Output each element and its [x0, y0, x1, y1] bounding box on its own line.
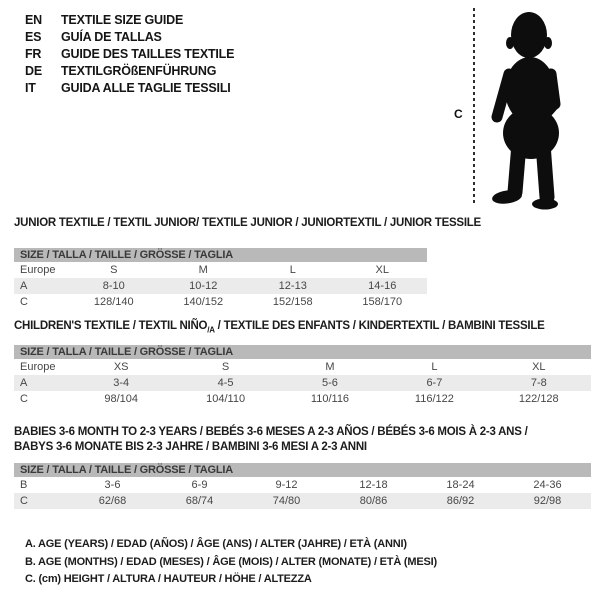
table-cell: 7-8 [530, 377, 547, 389]
row-label: C [20, 296, 28, 308]
table-cell: XS [113, 361, 129, 373]
row-label: B [20, 479, 28, 491]
lang-code: DE [25, 64, 42, 78]
table-row [14, 391, 591, 407]
children-table-body [14, 359, 591, 407]
table-row [14, 493, 591, 509]
table-cell: 62/68 [98, 495, 127, 507]
lang-code: IT [25, 81, 36, 95]
size-header-bar: SIZE / TALLA / TAILLE / GRÖSSE / TAGLIA [14, 248, 427, 262]
table-cell: 6-9 [191, 479, 208, 491]
toddler-silhouette-image [484, 4, 600, 214]
lang-row-es [25, 29, 234, 46]
table-cell: 128/140 [93, 296, 134, 308]
table-cell: 12-13 [278, 280, 307, 292]
babies-title-line2: BABYS 3-6 MONATE BIS 2-3 JAHRE / BAMBINI 3-6 MESI A 2-3 ANNI [14, 441, 367, 453]
row-label: C [20, 495, 28, 507]
table-row [14, 294, 427, 310]
table-cell: 122/128 [518, 393, 559, 405]
table-cell: 74/80 [272, 495, 301, 507]
children-title-post: / TEXTILE DES ENFANTS / KINDERTEXTIL / BAMBINI TESSILE [214, 320, 545, 332]
junior-table-title [14, 216, 481, 231]
table-cell: L [289, 264, 296, 276]
table-cell: 116/122 [414, 393, 454, 405]
babies-size-table [14, 463, 591, 509]
table-cell: 3-6 [104, 479, 121, 491]
lang-row-fr [25, 46, 234, 63]
table-cell: 3-4 [113, 377, 130, 389]
table-cell: 80/86 [359, 495, 388, 507]
table-cell: S [110, 264, 118, 276]
table-row [14, 278, 427, 294]
table-cell: 14-16 [368, 280, 397, 292]
note-a: A. AGE (YEARS) / EDAD (AÑOS) / ÂGE (ANS) / ALTER (JAHRE) / ETÀ (ANNI) [25, 538, 407, 550]
lang-code: ES [25, 30, 42, 44]
table-cell: S [221, 361, 230, 373]
row-label: A [20, 377, 28, 389]
table-cell: 18-24 [446, 479, 475, 491]
children-table-title [14, 319, 545, 337]
row-label: A [20, 280, 28, 292]
row-label: Europe [20, 264, 56, 276]
table-cell: 24-36 [533, 479, 562, 491]
babies-table-title [14, 425, 528, 455]
language-header [25, 12, 234, 97]
children-title-subscript: /A [207, 325, 215, 335]
children-size-table [14, 345, 591, 407]
table-cell: 4-5 [217, 377, 234, 389]
table-cell: M [325, 361, 335, 373]
row-label: Europe [20, 361, 56, 373]
junior-size-table [14, 248, 427, 310]
table-row [14, 262, 427, 278]
table-cell: 9-12 [275, 479, 298, 491]
table-row [14, 359, 591, 375]
table-cell: 140/152 [183, 296, 224, 308]
table-cell: 8-10 [102, 280, 125, 292]
height-measure-dashed-line [473, 8, 475, 206]
note-c: C. (cm) HEIGHT / ALTURA / HAUTEUR / HÖHE / ALTEZZA [25, 573, 312, 585]
babies-table-body [14, 477, 591, 509]
footnotes [25, 536, 437, 589]
table-cell: 12-18 [359, 479, 388, 491]
row-label: C [20, 393, 28, 405]
height-label-c: C [454, 107, 463, 121]
lang-text: GUIDE DES TAILLES TEXTILE [61, 47, 235, 61]
junior-table-title-text: JUNIOR TEXTILE / TEXTIL JUNIOR/ TEXTILE JUNIOR / JUNIORTEXTIL / JUNIOR TESSILE [14, 217, 481, 229]
table-cell: XL [532, 361, 546, 373]
size-header-bar: SIZE / TALLA / TAILLE / GRÖSSE / TAGLIA [14, 463, 591, 477]
lang-row-de [25, 63, 234, 80]
lang-row-it [25, 80, 234, 97]
table-cell: 110/116 [310, 393, 350, 405]
table-cell: 158/170 [362, 296, 403, 308]
lang-code: EN [25, 13, 42, 27]
note-b: B. AGE (MONTHS) / EDAD (MESES) / ÂGE (MOIS) / ALTER (MONATE) / ETÀ (MESI) [25, 555, 437, 568]
table-row [14, 375, 591, 391]
table-row [14, 477, 591, 493]
lang-text: GUÍA DE TALLAS [61, 30, 162, 44]
lang-code: FR [25, 47, 42, 61]
lang-text: TEXTILE SIZE GUIDE [61, 13, 184, 27]
table-cell: 86/92 [446, 495, 475, 507]
table-cell: XL [375, 264, 389, 276]
table-cell: 98/104 [104, 393, 139, 405]
size-header-bar: SIZE / TALLA / TAILLE / GRÖSSE / TAGLIA [14, 345, 591, 359]
table-cell: 92/98 [533, 495, 562, 507]
table-cell: 68/74 [185, 495, 214, 507]
table-cell: 6-7 [426, 377, 443, 389]
junior-table-body [14, 262, 427, 310]
lang-row-en [25, 12, 234, 29]
lang-text: GUIDA ALLE TAGLIE TESSILI [61, 81, 231, 95]
table-cell: 5-6 [322, 377, 338, 389]
table-cell: 104/110 [206, 393, 246, 405]
lang-text: TEXTILGRÖßENFÜHRUNG [61, 64, 217, 78]
table-cell: M [198, 264, 208, 276]
table-cell: 10-12 [189, 280, 218, 292]
table-cell: L [431, 361, 438, 373]
children-title-pre: CHILDREN'S TEXTILE / TEXTIL NIÑO [14, 320, 208, 332]
babies-title-line1: BABIES 3-6 MONTH TO 2-3 YEARS / BEBÉS 3-6 MESES A 2-3 AÑOS / BÉBÉS 3-6 MOIS À 2-3 ANS / [14, 426, 528, 438]
table-cell: 152/158 [272, 296, 313, 308]
